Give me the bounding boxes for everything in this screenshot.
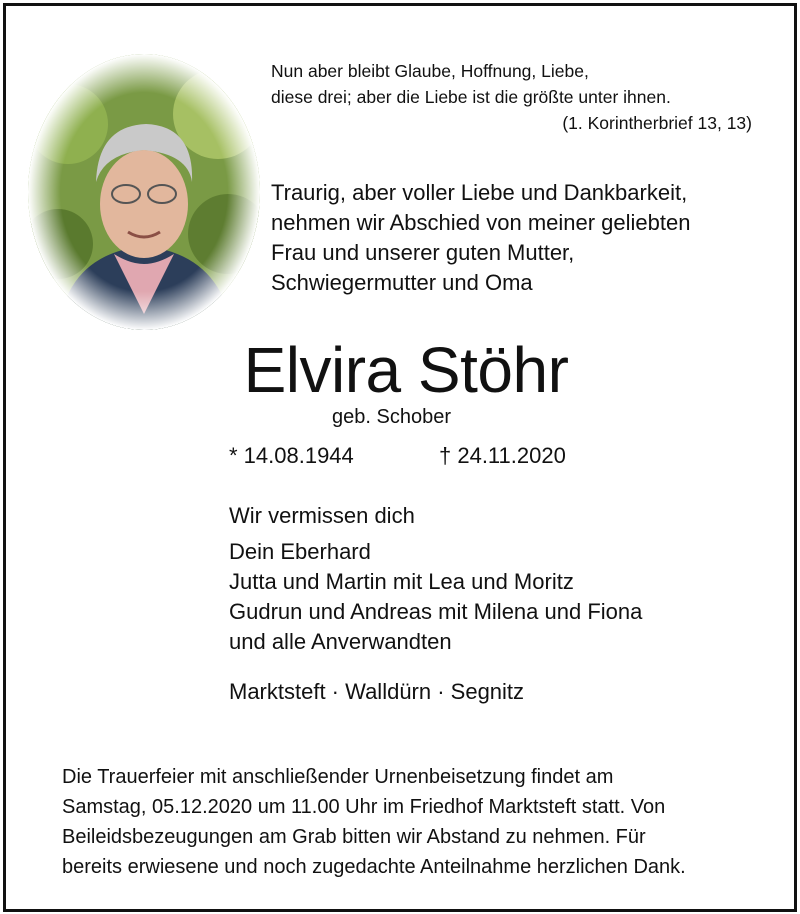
family-signatures [229, 501, 642, 657]
family-line: Dein Eberhard [229, 539, 371, 564]
verse-line: diese drei; aber die Liebe ist die größte unter ihnen. [271, 87, 671, 107]
intro-line: Frau und unserer guten Mutter, [271, 240, 575, 265]
notice-line: bereits erwiesene und noch zugedachte Anteilnahme herzlichen Dank. [62, 856, 686, 878]
notice-line: Samstag, 05.12.2020 um 11.00 Uhr im Friedhof Marktsteft statt. Von [62, 796, 666, 818]
intro-line: nehmen wir Abschied von meiner geliebten [271, 210, 691, 235]
intro-line: Schwiegermutter und Oma [271, 270, 533, 295]
verse-line: Nun aber bleibt Glaube, Hoffnung, Liebe, [271, 61, 589, 81]
funeral-notice [62, 762, 686, 882]
deceased-name: Elvira Stöhr [243, 334, 569, 406]
intro-line: Traurig, aber voller Liebe und Dankbarkeit, [271, 180, 688, 205]
notice-line: Die Trauerfeier mit anschließender Urnenbeisetzung findet am [62, 766, 614, 788]
birth-name: geb. Schober [332, 406, 451, 428]
death-date: † 24.11.2020 [439, 443, 566, 468]
portrait-photo [28, 54, 260, 330]
places: Marktsteft · Walldürn · Segnitz [229, 679, 525, 704]
bible-verse [271, 58, 752, 136]
birth-date: * 14.08.1944 [229, 443, 354, 468]
family-line: und alle Anverwandten [229, 629, 452, 654]
obituary-frame [3, 3, 797, 912]
family-line: Gudrun und Andreas mit Milena und Fiona [229, 599, 643, 624]
intro-text [271, 178, 690, 298]
notice-line: Beileidsbezeugungen am Grab bitten wir Abstand zu nehmen. Für [62, 826, 646, 848]
verse-reference: (1. Korintherbrief 13, 13) [562, 113, 752, 133]
family-heading: Wir vermissen dich [229, 503, 415, 528]
family-line: Jutta und Martin mit Lea und Moritz [229, 569, 574, 594]
